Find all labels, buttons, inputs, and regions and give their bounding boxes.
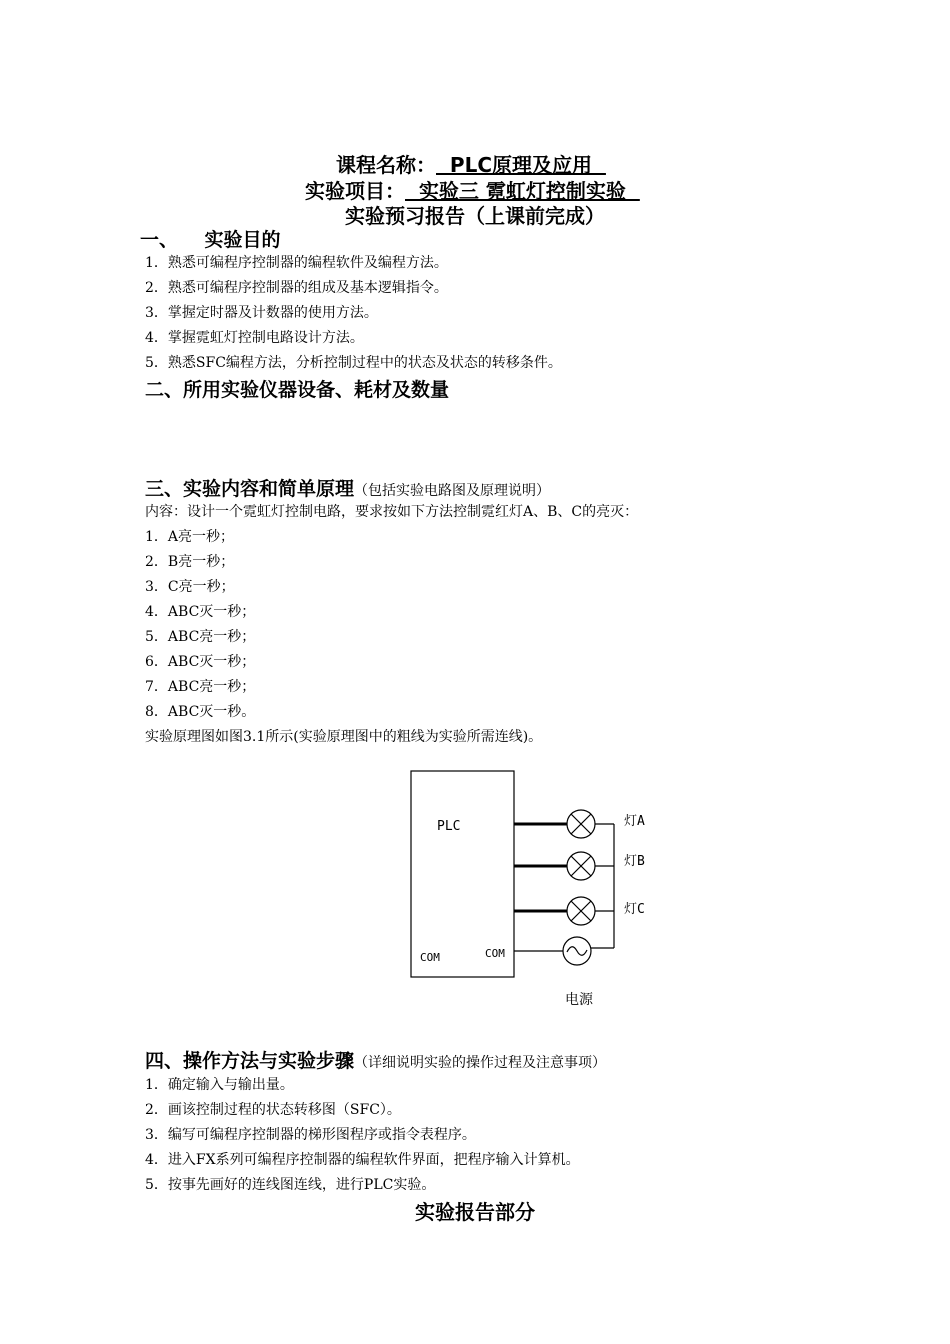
power-label: 电源 bbox=[565, 992, 593, 1008]
step-item: 8．ABC灭一秒。 bbox=[145, 704, 256, 720]
course-value: PLC原理及应用 bbox=[436, 153, 606, 177]
lamp-a-label: 灯A bbox=[624, 814, 645, 829]
figure-caption: 实验原理图如图3.1所示(实验原理图中的粗线为实验所需连线)。 bbox=[145, 729, 543, 745]
step-item: 6．ABC灭一秒； bbox=[145, 654, 256, 670]
step-item: 1．A亮一秒； bbox=[145, 529, 235, 545]
report-part-title: 实验报告部分 bbox=[415, 1200, 535, 1224]
lamp-b-label: 灯B bbox=[624, 854, 645, 869]
plc-label: PLC bbox=[437, 819, 461, 834]
step-item: 2．B亮一秒； bbox=[145, 554, 235, 570]
step-item: 4．ABC灭一秒； bbox=[145, 604, 256, 620]
step-item: 5．ABC亮一秒； bbox=[145, 629, 256, 645]
section4-note: （详细说明实验的操作过程及注意事项） bbox=[354, 1055, 607, 1071]
lamp-c-icon bbox=[567, 897, 595, 925]
course-label: 课程名称： bbox=[336, 153, 436, 177]
section1-heading: 一、 实验目的 bbox=[140, 229, 281, 251]
section4-heading: 四、操作方法与实验步骤 bbox=[145, 1050, 355, 1072]
section1-item: 2．熟悉可编程序控制器的组成及基本逻辑指令。 bbox=[145, 280, 448, 296]
com-right-label: COM bbox=[485, 947, 505, 960]
section4-item: 4．进入FX系列可编程序控制器的编程软件界面，把程序输入计算机。 bbox=[145, 1152, 580, 1168]
section4-item: 3．编写可编程序控制器的梯形图程序或指令表程序。 bbox=[145, 1127, 476, 1143]
project-label: 实验项目： bbox=[305, 179, 405, 203]
section3-intro: 内容：设计一个霓虹灯控制电路，要求按如下方法控制霓红灯A、B、C的亮灭： bbox=[145, 504, 639, 520]
section1-item: 1．熟悉可编程序控制器的编程软件及编程方法。 bbox=[145, 255, 448, 271]
section4-heading-line bbox=[145, 1046, 606, 1073]
section1-item: 5．熟悉SFC编程方法，分析控制过程中的状态及状态的转移条件。 bbox=[145, 355, 562, 371]
lamp-a-icon bbox=[567, 810, 595, 838]
project-value: 实验三 霓虹灯控制实验 bbox=[405, 179, 640, 203]
section3-heading: 三、实验内容和简单原理 bbox=[145, 478, 355, 500]
com-left-label: COM bbox=[420, 951, 440, 964]
section2-heading: 二、所用实验仪器设备、耗材及数量 bbox=[145, 379, 450, 401]
step-item: 7．ABC亮一秒； bbox=[145, 679, 256, 695]
report-title: 实验预习报告（上课前完成） bbox=[345, 204, 605, 228]
section3-note: （包括实验电路图及原理说明） bbox=[354, 483, 551, 499]
section4-item: 1．确定输入与输出量。 bbox=[145, 1077, 294, 1093]
ac-source-icon bbox=[563, 937, 591, 965]
lamp-b-icon bbox=[567, 852, 595, 880]
section1-item: 3．掌握定时器及计数器的使用方法。 bbox=[145, 305, 378, 321]
section4-item: 5．按事先画好的连线图连线，进行PLC实验。 bbox=[145, 1177, 436, 1193]
section1-item: 4．掌握霓虹灯控制电路设计方法。 bbox=[145, 330, 364, 346]
step-item: 3．C亮一秒； bbox=[145, 579, 235, 595]
lamp-c-label: 灯C bbox=[624, 902, 645, 917]
section4-item: 2．画该控制过程的状态转移图（SFC）。 bbox=[145, 1102, 401, 1118]
